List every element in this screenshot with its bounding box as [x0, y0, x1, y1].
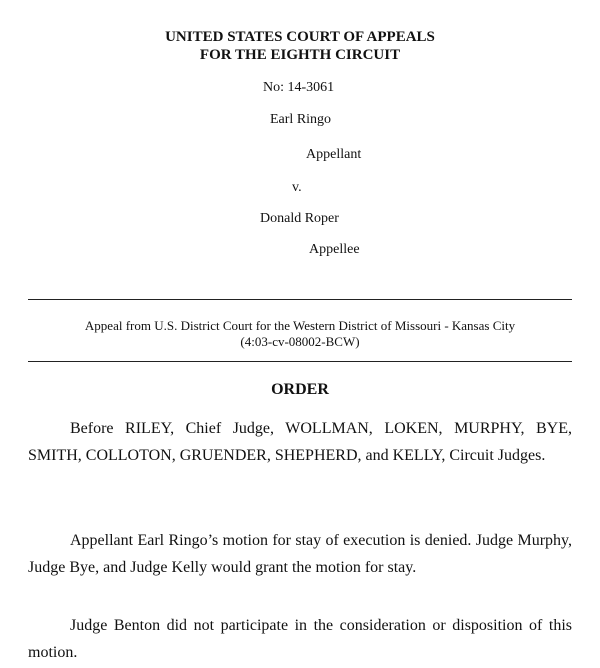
district-case-number: (4:03-cv-08002-BCW) — [240, 334, 360, 349]
order-paragraph-recusal: Judge Benton did not participate in the consideration or disposition of this motion. — [28, 617, 572, 661]
appeal-court-line: Appeal from U.S. District Court for the Western District of Missouri - Kansas City — [84, 318, 516, 333]
appellee-role: Appellee — [309, 242, 360, 257]
order-paragraph-panel: Before RILEY, Chief Judge, WOLLMAN, LOKEN, MURPHY, BYE, SMITH, COLLOTON, GRUENDER, SHEPHERD, and KELLY, Circuit Judges. — [28, 420, 572, 464]
appellant-role: Appellant — [306, 147, 362, 162]
order-paragraph-ruling: Appellant Earl Ringo’s motion for stay of execution is denied. Judge Murphy, Judge Bye, and Judge Kelly would grant the motion for stay. — [28, 532, 572, 576]
order-title: ORDER — [271, 381, 329, 398]
versus: v. — [292, 180, 302, 195]
appellant-name: Earl Ringo — [270, 112, 332, 127]
bottom-divider — [28, 361, 572, 362]
case-number: No: 14-3061 — [263, 80, 335, 95]
top-divider — [28, 299, 572, 300]
court-name-line: UNITED STATES COURT OF APPEALS — [165, 29, 435, 45]
court-heading — [0, 28, 600, 64]
appellee-name: Donald Roper — [260, 211, 339, 226]
circuit-name-line: FOR THE EIGHTH CIRCUIT — [199, 47, 401, 63]
appeal-info — [0, 318, 600, 350]
